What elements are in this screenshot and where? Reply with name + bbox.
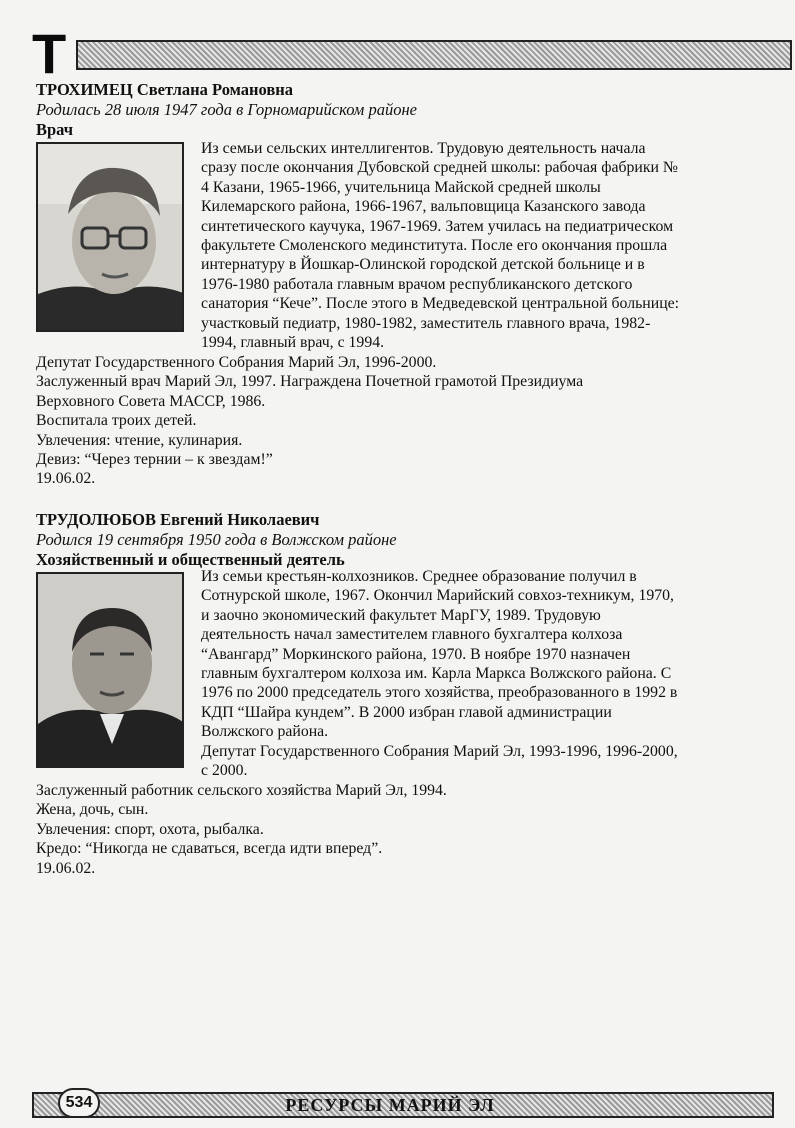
detail-line: Заслуженный врач Марий Эл, 1997. Награждена Почетной грамотой Президиума [36,373,584,391]
bio-line: деятельность начал заместителем главного бухгалтера колхоза [201,626,623,644]
bio-line: Килемарского района, 1966-1967, вальповщица Казанского завода [201,198,646,216]
detail-line: Воспитала троих детей. [36,412,197,430]
portrait-photo [36,572,184,768]
detail-line: Увлечения: чтение, кулинария. [36,431,243,449]
biography-entry [36,510,776,877]
bio-line: 1994, главный врач, с 1994. [201,334,385,352]
detail-line: Жена, дочь, сын. [36,801,149,819]
bio-line: КДП “Шайра кундем”. В 2000 избран главой администрации [201,703,612,721]
bio-line: Волжского района. [201,723,329,741]
detail-line: Девиз: “Через тернии – к звездам!” [36,451,273,469]
date-line: 19.06.02. [36,470,96,488]
bio-line: главным бухгалтером колхоза им. Карла Маркса Волжского района. С [201,665,672,683]
bio-line: участковый педиатр, 1980-1982, заместитель главного врача, 1982- [201,314,651,332]
bio-line: Из семьи крестьян-колхозников. Среднее образование получил в [201,568,637,585]
detail-line: Увлечения: спорт, охота, рыбалка. [36,820,264,838]
bio-line: Из семьи сельских интеллигентов. Трудовую деятельность начала [201,140,646,157]
footer-title: РЕСУРСЫ МАРИЙ ЭЛ [285,1095,495,1115]
portrait-photo [36,142,184,332]
bio-line: санатория “Кече”. После этого в Медведевской центральной больнице: [201,295,680,313]
person-name: ТРОХИМЕЦ Светлана Романовна [36,80,294,99]
bio-line: сразу после окончания Дубовской средней школы: рабочая фабрики № [201,159,679,177]
bio-line: факультете Смоленского мединститута. После его окончания прошла [201,237,668,255]
bio-line: Депутат Государственного Собрания Марий Эл, 1993-1996, 1996-2000, [201,742,678,760]
bio-line: с 2000. [201,762,248,780]
biography-text [201,139,741,352]
bio-line: 1976-1980 работала главным врачом республиканского детского [201,275,633,293]
bio-line: “Авангард” Моркинского района, 1970. В ноябре 1970 назначен [201,645,631,663]
detail-line: Депутат Государственного Собрания Марий Эл, 1996-2000. [36,354,437,371]
birth-info: Родилась 28 июля 1947 года в Горномарийском районе [36,100,417,119]
bio-line: и заочно экономический факультет МарГУ, 1989. Трудовую [201,606,601,624]
biography-details [36,353,756,489]
bio-line: синтетического каучука, 1967-1969. Затем училась на педиатрическом [201,217,674,235]
detail-line: Верховного Совета МАССР, 1986. [36,392,266,410]
bio-line: интернатуру в Йошкар-Олинской городской детской больнице и в [201,256,645,274]
bio-line: 1976 по 2000 председатель этого хозяйства, преобразованного в 1992 в [201,684,678,702]
biography-text [201,567,741,780]
date-line: 19.06.02. [36,859,96,877]
bio-line: Сотнурской школе, 1967. Окончил Марийский совхоз-техникум, 1970, [201,587,675,605]
biography-entry [36,80,776,488]
birth-info: Родился 19 сентября 1950 года в Волжском районе [36,530,397,549]
biography-details [36,781,756,878]
portrait-man-image [38,574,184,768]
section-letter: Т [32,22,67,85]
person-role: Хозяйственный и общественный деятель [36,550,345,569]
person-name: ТРУДОЛЮБОВ Евгений Николаевич [36,510,320,529]
detail-line: Заслуженный работник сельского хозяйства Марий Эл, 1994. [36,782,447,799]
page-footer [32,1086,774,1120]
detail-line: Кредо: “Никогда не сдаваться, всегда идти вперед”. [36,840,383,858]
bio-line: 4 Казани, 1965-1966, учительница Майской средней школы [201,178,601,196]
section-header-bar [76,40,792,70]
page-number: 534 [58,1088,100,1118]
section-header [32,22,792,85]
person-role: Врач [36,120,74,139]
portrait-woman-image [38,144,184,332]
